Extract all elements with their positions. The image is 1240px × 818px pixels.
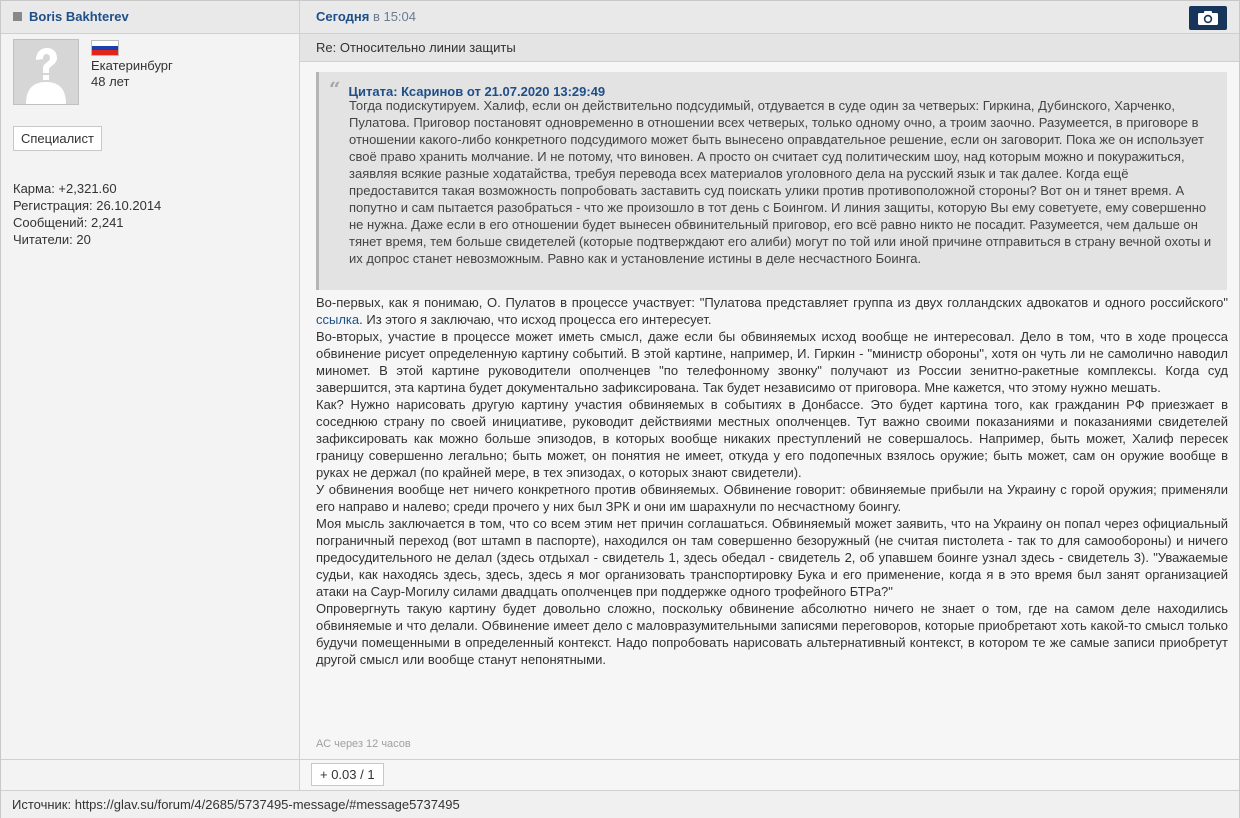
status-square-icon [13, 12, 22, 21]
source-footer [1, 790, 1239, 818]
paragraph-text: . Из этого я заключаю, что исход процесса его интересует. [359, 312, 712, 327]
quote-mark-icon: “ [329, 77, 341, 101]
author-registration: Регистрация: 26.10.2014 [13, 198, 162, 213]
post-body [300, 62, 1239, 759]
author-karma: Карма: +2,321.60 [13, 181, 117, 196]
post-subject: Re: Относительно линии защиты [316, 40, 516, 55]
screenshot-button[interactable] [1189, 6, 1227, 30]
author-stats [13, 180, 161, 248]
quote-block [316, 72, 1227, 290]
author-sidebar [1, 34, 300, 759]
avatar-placeholder-icon [14, 40, 78, 104]
author-message-count: Сообщений: 2,241 [13, 215, 124, 230]
camera-icon [1197, 10, 1219, 26]
avatar[interactable] [13, 39, 79, 105]
paragraph: У обвинения вообще нет ничего конкретного против обвиняемых. Обвинение говорит: обвиняемые прибыли на Украину с горой оружия; применяли его направо и налево; среди прочего у них был ЗРК и они им шарахнули по несчастному боингу. [316, 482, 1228, 514]
post-subject-bar [300, 34, 1239, 62]
paragraph: Моя мысль заключается в том, что со всем этим нет причин соглашаться. Обвиняемый может заявить, что на Украину он попал через официальный пограничный переход (вот штамп в паспорте), находился он там совершенно безоружный (не считая пистолета - так то для самообороны) и ничего предосудительного не делал (здесь отдыхал - свидетель 1, здесь обедал - свидетель 2, об упавшем боинге узнал здесь - свидетель 3). "Уважаемые судьи, как находясь здесь, здесь, здесь я мог организовать транспортировку Бука и его применение, когда я в это время был занят организацией атаки на Саур-Могилу силами двадцать ополченцев при поддержке одного трофейного БТРа?" [316, 516, 1228, 599]
post-author-header [1, 1, 300, 34]
author-role-badge[interactable]: Специалист [13, 126, 102, 151]
russia-flag-icon [91, 40, 119, 56]
edit-note: АС через 12 часов [316, 738, 411, 750]
paragraph: Как? Нужно нарисовать другую картину участия обвиняемых в событиях в Донбассе. Это будет картина того, как гражданин РФ приезжает в соседнюю страну по своей инициативе, руководит действиями местных ополченцев. Тут важно своими показаниями и показаниями свидетелей зафиксировать как можно больше эпизодов, в которых вообще никаких преступлений не совершалось. Например, быть может, Халиф пересек границу совершенно легально; быть может, он понятия не имеет, откуда у его подопечных взялось оружие; быть может, сам он оружие вообще в руках не держал (по крайней мере, в тех эпизодах, о которых знают свидетели). [316, 397, 1228, 480]
paragraph: Во-вторых, участие в процессе может иметь смысл, даже если бы обвиняемых исход вообще не интересовал. Дело в том, что в ходе процесса обвинение рисует определенную картину событий. В этой картине, например, И. Гиркин - "министр обороны", хотя он чуть ли не самолично наводил миномет. В этой картине руководители ополченцев "по телефонному звонку" получают из России зенитно-ракетные комплексы. Когда суд завершится, эта картина будет документально зафиксирована. Так будет независимо от приговора. Мне кажется, что этому нужно мешать. [316, 329, 1228, 395]
quote-text: Тогда подискутируем. Халиф, если он действительно подсудимый, отдувается в суде один за четверых: Гиркина, Дубинского, Харченко, Пулатова. Приговор постановят одновременно в отношении всех четверых, только одному очно, а троим заочно. Разумеется, в приговоре в отношении какого-либо конкретного подсудимого может быть вынесено оправдательное решение, если он заговорит. Пока же он использует своё право хранить молчание. И не потому, что виновен. А просто он считает суд политическим шоу, над которым можно и покуражиться, заявляя всякие разные ходатайства, требуя перевода всех материалов уголовного дела на русский язык и так далее. Когда ещё предоставится такая возможность попробовать заставить суд поискать улики против противоположной стороны? Вот он и тянет время. А попутно и сам пытается разобраться - что же произошло в тот день с Боингом. И линия защиты, которую Вы ему советуете, ему совершенно не нужна. Даже если в его отношении будет вынесен обвинительный приговор, его всё равно никто не посадит. Разумеется, чем дальше он тянет время, тем больше свидетелей (которые подтверждают его алиби) могут по той или иной причине отправиться в страну вечной охоты и их допрос станет невозможным. Равно как и установление истины в деле несчастного Боинга. [349, 98, 1212, 266]
source-link[interactable]: ссылка [316, 312, 360, 327]
paragraph: Опровергнуть такую картину будет довольно сложно, поскольку обвинение абсолютно ничего не знает о том, где на самом деле находились обвиняемые и что делали. Обвинение имеет дело с маловразумительными записями переговоров, которые приобретают хоть какой-то смысл только будучи помещенными в определенный контекст. Надо попробовать нарисовать альтернативный контекст, в котором те же самые записи приобретут другой смысл или вообще станут непонятными. [316, 601, 1228, 667]
author-readers: Читатели: 20 [13, 232, 91, 247]
post-date-header [300, 1, 1239, 34]
post-date-time: в 15:04 [372, 9, 417, 24]
post-text [316, 294, 1228, 668]
rating-left-cell [1, 759, 300, 790]
rating-row [300, 759, 1239, 790]
post-date [316, 9, 416, 24]
paragraph-text: Во-первых, как я понимаю, О. Пулатов в процессе участвует: "Пулатова представляет группа из двух голландских адвокатов и одного российского" [316, 295, 1228, 310]
source-url: Источник: https://glav.su/forum/4/2685/5737495-message/#message5737495 [12, 797, 460, 812]
author-username[interactable]: Boris Bakhterev [29, 9, 129, 24]
post-date-day[interactable]: Сегодня [316, 9, 370, 24]
author-city: Екатеринбург [91, 58, 173, 73]
quote-author-link[interactable]: Цитата: Ксаринов от 21.07.2020 13:29:49 [348, 84, 606, 99]
author-age: 48 лет [91, 74, 130, 89]
rating-button[interactable]: + 0.03 / 1 [311, 763, 384, 786]
paragraph [316, 294, 1228, 328]
